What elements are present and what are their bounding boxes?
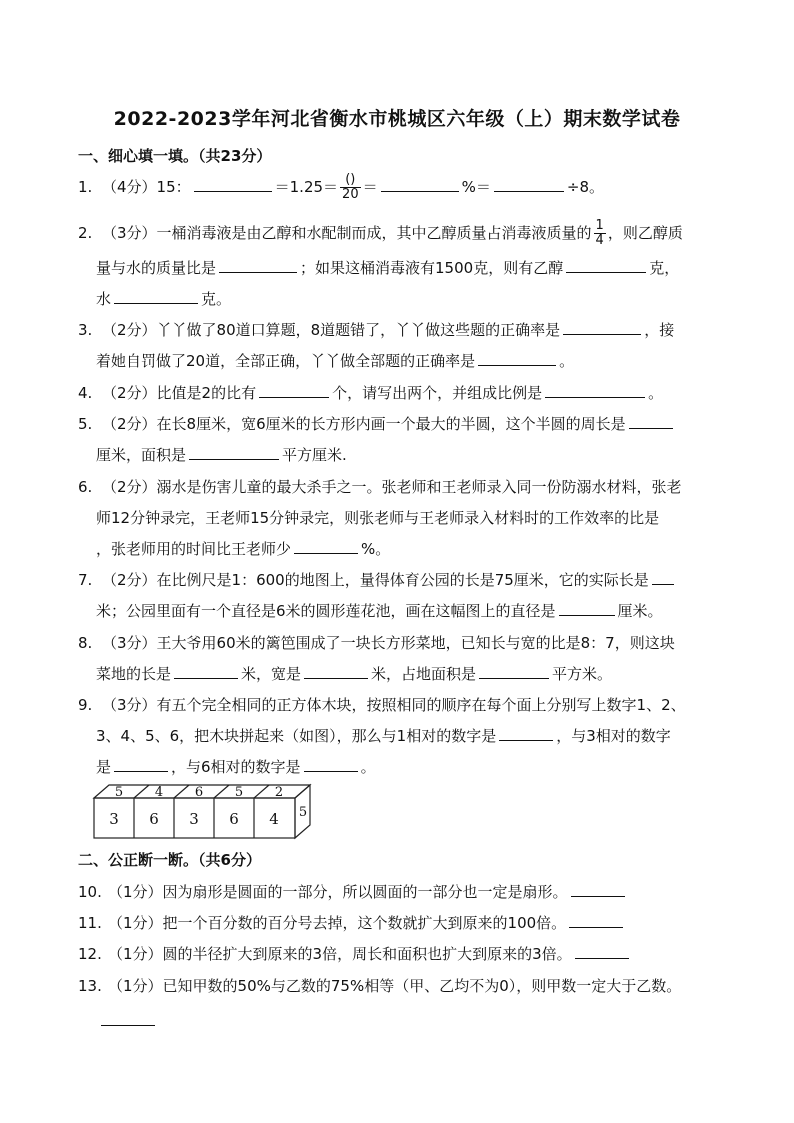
answer-blank[interactable] <box>174 664 238 679</box>
question-text: 厘米，面积是 <box>96 446 187 464</box>
question-text: 个，请写出两个，并组成比例是 <box>332 384 543 402</box>
question-number: 7. <box>78 571 93 589</box>
answer-blank[interactable] <box>259 383 329 398</box>
question-text: 平方米。 <box>552 665 613 683</box>
question-number: 9. <box>78 696 93 714</box>
answer-blank[interactable] <box>559 601 615 616</box>
cube-front-number: 3 <box>109 810 119 828</box>
section-heading-true-false: 二、公正断一断。（共6分） <box>78 851 261 869</box>
question-number: 2. <box>78 224 93 242</box>
question-12 <box>78 939 723 969</box>
fraction-denominator: 4 <box>595 233 604 248</box>
answer-blank[interactable] <box>571 882 625 897</box>
question-text: 水 <box>96 290 112 308</box>
question-text: 克。 <box>201 290 232 308</box>
question-text: 师12分钟录完，王老师15分钟录完，则张老师与王老师录入材料时的工作效率的比是 <box>96 509 660 527</box>
question-13-answer-line <box>98 1006 743 1036</box>
question-4 <box>78 378 723 408</box>
cube-top-number: 6 <box>194 785 204 800</box>
question-text: 量与水的质量比是 <box>96 259 217 277</box>
question-8-line-2 <box>78 659 741 689</box>
answer-blank[interactable] <box>194 177 272 192</box>
answer-blank[interactable] <box>479 664 549 679</box>
question-text: 米，占地面积是 <box>371 665 477 683</box>
question-text: %。 <box>361 540 391 558</box>
question-13 <box>78 971 723 1001</box>
question-text: ÷8。 <box>566 178 604 196</box>
question-text: ＝ <box>362 178 378 196</box>
question-number: 3. <box>78 321 93 339</box>
answer-blank[interactable] <box>494 177 564 192</box>
question-2-line-2 <box>78 253 741 283</box>
answer-blank[interactable] <box>189 445 279 460</box>
answer-blank[interactable] <box>575 944 629 959</box>
question-text: （2分）丫丫做了80道口算题，8道题错了，丫丫做这些题的正确率是 <box>102 321 561 339</box>
question-10 <box>78 877 723 907</box>
answer-blank[interactable] <box>304 757 358 772</box>
fraction <box>340 173 361 202</box>
answer-blank[interactable] <box>629 414 673 429</box>
question-text: 克， <box>649 259 680 277</box>
fraction-numerator: 1 <box>595 218 604 233</box>
cube-front-number: 4 <box>269 810 279 828</box>
question-2 <box>78 218 723 248</box>
question-text: ，与3相对的数字 <box>556 727 671 745</box>
question-text: （1分）圆的半径扩大到原来的3倍，周长和面积也扩大到原来的3倍。 <box>108 945 572 963</box>
cube-top-number: 2 <box>274 785 284 800</box>
question-text: %＝ <box>461 178 491 196</box>
cube-front-number: 6 <box>229 810 239 828</box>
question-number: 5. <box>78 415 93 433</box>
question-2-line-3 <box>78 284 741 314</box>
answer-blank[interactable] <box>304 664 368 679</box>
question-6 <box>78 472 723 502</box>
question-text: （3分）有五个完全相同的正方体木块，按照相同的顺序在每个面上分别写上数字1、2、 <box>102 696 686 714</box>
question-text: ，张老师用的时间比王老师少 <box>96 540 292 558</box>
question-text: （2分）比值是2的比有 <box>102 384 257 402</box>
cube-top-number: 5 <box>234 785 244 800</box>
question-number: 12. <box>78 945 102 963</box>
question-number: 6. <box>78 478 93 496</box>
cube-top-number: 5 <box>114 785 124 800</box>
question-text: （2分）溺水是伤害儿童的最大杀手之一。张老师和王老师录入同一份防溺水材料，张老 <box>102 478 682 496</box>
question-text: 米；公园里面有一个直径是6米的圆形莲花池，画在这幅图上的直径是 <box>96 602 556 620</box>
question-number: 11. <box>78 914 102 932</box>
question-6-line-3 <box>78 534 741 564</box>
question-number: 1. <box>78 178 93 196</box>
answer-blank[interactable] <box>566 258 646 273</box>
section-heading-fill-in: 一、细心填一填。（共23分） <box>78 147 272 165</box>
question-text: 。 <box>648 384 664 402</box>
cube-front-number: 6 <box>149 810 159 828</box>
answer-blank[interactable] <box>114 289 198 304</box>
answer-blank[interactable] <box>563 320 641 335</box>
question-text: 菜地的长是 <box>96 665 172 683</box>
question-text: 平方厘米. <box>282 446 347 464</box>
question-7 <box>78 565 723 595</box>
question-5-line-2 <box>78 440 741 470</box>
question-text: （3分）一桶消毒液是由乙醇和水配制而成，其中乙醇质量占消毒液质量的 <box>102 224 592 242</box>
answer-blank[interactable] <box>294 539 358 554</box>
answer-blank[interactable] <box>499 726 553 741</box>
question-text: （1分）因为扇形是圆面的一部分，所以圆面的一部分也一定是扇形。 <box>108 883 568 901</box>
page-title: 2022-2023学年河北省衡水市桃城区六年级（上）期末数学试卷 <box>113 108 681 130</box>
question-9-line-3 <box>78 752 741 782</box>
question-11 <box>78 908 723 938</box>
question-number: 4. <box>78 384 93 402</box>
question-text: 厘米。 <box>617 602 663 620</box>
question-text: 。 <box>360 758 376 776</box>
question-text: 米，宽是 <box>241 665 302 683</box>
fraction <box>594 219 606 248</box>
question-6-line-2 <box>78 503 741 533</box>
fraction-numerator: () <box>345 172 356 187</box>
question-3 <box>78 315 723 345</box>
question-7-line-2 <box>78 596 741 626</box>
answer-blank[interactable] <box>381 177 459 192</box>
question-9 <box>78 690 723 720</box>
question-9-line-2 <box>78 721 741 751</box>
question-3-line-2 <box>78 346 741 376</box>
cube-front-number: 3 <box>189 810 199 828</box>
answer-blank[interactable] <box>101 1011 155 1026</box>
answer-blank[interactable] <box>114 757 168 772</box>
question-number: 10. <box>78 883 102 901</box>
answer-blank[interactable] <box>478 351 556 366</box>
question-text: （2分）在长8厘米，宽6厘米的长方形内画一个最大的半圆，这个半圆的周长是 <box>102 415 626 433</box>
question-text: ＝1.25＝ <box>274 178 339 196</box>
question-text: （3分）王大爷用60米的篱笆围成了一块长方形菜地，已知长与宽的比是8：7，则这块 <box>102 634 675 652</box>
question-text: ；如果这桶消毒液有1500克，则有乙醇 <box>300 259 564 277</box>
question-text: ，接 <box>644 321 675 339</box>
answer-blank[interactable] <box>569 913 623 928</box>
cube-top-number: 4 <box>154 785 164 800</box>
question-text: ，则乙醇质 <box>607 224 683 242</box>
question-text: （1分）把一个百分数的百分号去掉，这个数就扩大到原来的100倍。 <box>108 914 567 932</box>
question-5 <box>78 409 723 439</box>
fraction-denominator: 20 <box>342 187 359 202</box>
question-text: ，与6相对的数字是 <box>171 758 301 776</box>
question-text: （1分）已知甲数的50%与乙数的75%相等（甲、乙均不为0），则甲数一定大于乙数。 <box>108 977 682 995</box>
question-text: 。 <box>559 352 575 370</box>
question-number: 13. <box>78 977 102 995</box>
question-number: 8. <box>78 634 93 652</box>
question-text: （2分）在比例尺是1：600的地图上，量得体育公园的长是75厘米，它的实际长是 <box>102 571 649 589</box>
question-1 <box>78 172 723 202</box>
question-8 <box>78 628 723 658</box>
question-text: （4分）15： <box>102 178 191 196</box>
question-text: 3、4、5、6，把木块拼起来（如图），那么与1相对的数字是 <box>96 727 497 745</box>
cube-side-number: 5 <box>298 805 308 820</box>
answer-blank[interactable] <box>545 383 645 398</box>
answer-blank[interactable] <box>652 570 674 585</box>
question-text: 着她自罚做了20道，全部正确，丫丫做全部题的正确率是 <box>96 352 476 370</box>
question-text: 是 <box>96 758 112 776</box>
cube-row-figure <box>92 783 322 843</box>
answer-blank[interactable] <box>219 258 297 273</box>
